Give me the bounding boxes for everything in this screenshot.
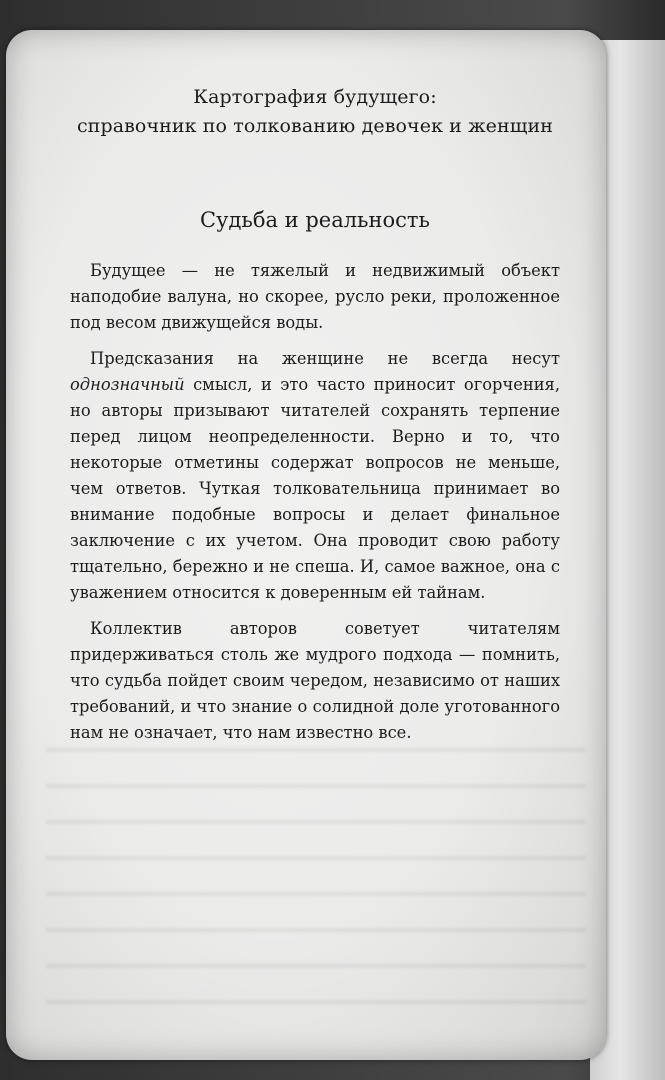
paragraph-2-emphasis: однозначный xyxy=(70,375,185,394)
paragraph-1 xyxy=(70,258,560,336)
paragraph-3-text: Коллектив авторов советует читателям придерживаться столь же мудрого подхода — помнить, что судьба пойдет своим чередом, независимо от наших требований, и что знание о солидной доле уготованного нам не означает, что нам известно все. xyxy=(70,619,560,742)
paragraph-1-text: Будущее — не тяжелый и недвижимый объект наподобие валуна, но скорее, русло реки, проложенное под весом движущейся воды. xyxy=(70,261,560,332)
section-title: Судьба и реальность xyxy=(200,208,430,232)
paragraph-2-text-start: Предсказания на женщине не всегда несут xyxy=(90,349,560,368)
book-title-line-2: справочник по толкованию девочек и женщин xyxy=(76,115,554,137)
paragraph-3 xyxy=(70,616,560,746)
page-content xyxy=(70,58,560,746)
book-title xyxy=(70,83,560,141)
paragraph-2-text-end: смысл, и это часто приносит огорчения, но авторы призывают читателей сохранять терпение перед лицом неопределенности. Верно и то, что некоторые отметины содержат вопросов не меньше, чем ответов. Чуткая толковательница принимает во внимание подобные вопросы и делает финальное заключение с их учетом. Она проводит свою работу тщательно, бережно и не спеша. И, самое важное, она с уважением относится к доверенным ей тайнам. xyxy=(70,375,560,602)
paragraph-2 xyxy=(70,346,560,606)
book-title-line-1: Картография будущего: xyxy=(193,86,437,108)
show-through-text xyxy=(46,730,586,1030)
